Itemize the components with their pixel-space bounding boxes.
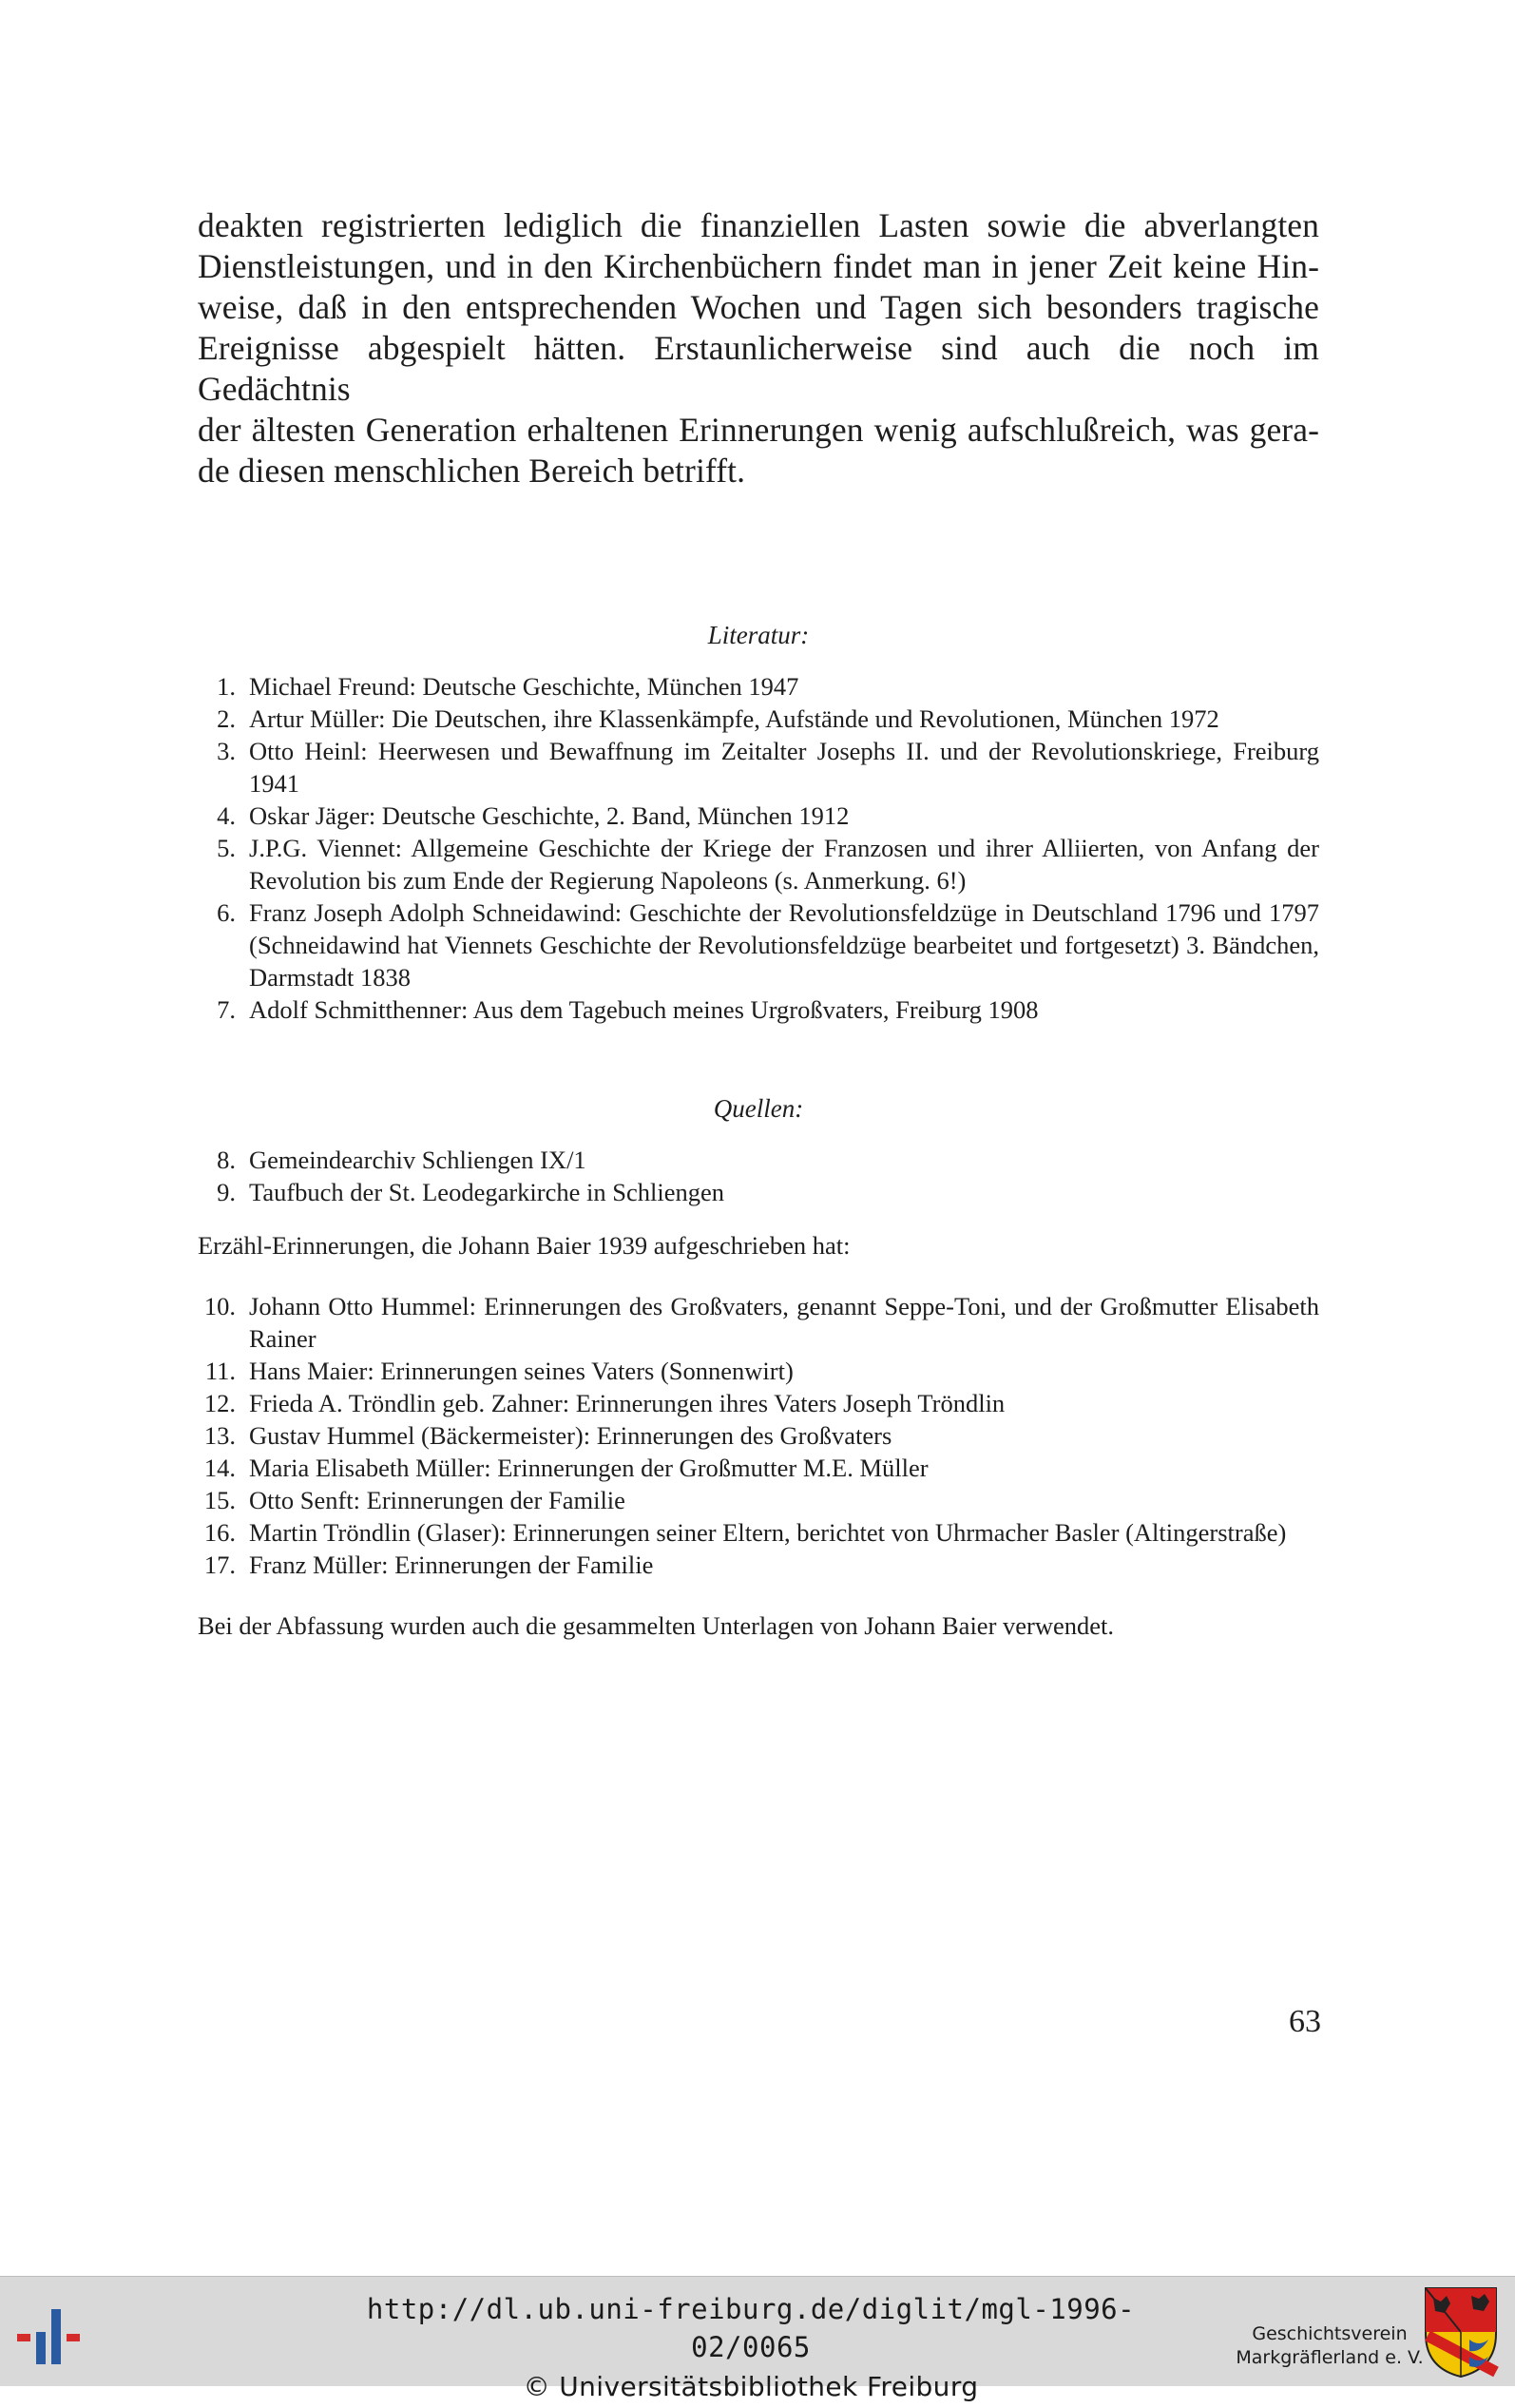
erinnerungen-item — [198, 1549, 1319, 1581]
erinnerungen-item — [198, 1516, 1319, 1549]
item-number: 13. — [203, 1421, 236, 1450]
item-text: Franz Müller: Erinnerungen der Familie — [249, 1551, 654, 1579]
body-line: Ereignisse abgespielt hätten. Erstaunlicherweise sind auch die noch im Gedächtnis — [198, 329, 1319, 408]
item-number: 14. — [203, 1454, 236, 1482]
quellen-item — [198, 1144, 1319, 1176]
item-number: 8. — [217, 1146, 236, 1174]
item-number: 3. — [217, 737, 236, 765]
society-name-line1: Geschichtsverein — [1252, 2323, 1408, 2344]
literatur-item — [198, 799, 1319, 832]
quellen-item — [198, 1176, 1319, 1208]
item-number: 15. — [203, 1486, 236, 1514]
literatur-item — [198, 832, 1319, 896]
erinnerungen-item — [198, 1484, 1319, 1516]
erinnerungen-item — [198, 1290, 1319, 1355]
item-text: Taufbuch der St. Leodegarkirche in Schliengen — [249, 1178, 724, 1206]
quellen-heading: Quellen: — [713, 1094, 804, 1123]
item-number: 6. — [217, 898, 236, 927]
item-text: Artur Müller: Die Deutschen, ihre Klassenkämpfe, Aufstände und Revolutionen, München 1972 — [249, 704, 1219, 733]
item-number: 17. — [203, 1551, 236, 1579]
item-number: 10. — [203, 1292, 236, 1320]
item-number: 1. — [217, 672, 236, 701]
item-text: Franz Joseph Adolph Schneidawind: Geschichte der Revolutionsfeldzüge in Deutschland 1796 und 1797 (Schneidawind hat Viennets Geschichte der Revolutionsfeldzüge bearbeitet und fortgesetzt) 3. Bändchen, Darmstadt 1838 — [249, 898, 1319, 992]
coat-of-arms-icon[interactable] — [1422, 2284, 1500, 2379]
literatur-item — [198, 703, 1319, 735]
item-text: Gemeindearchiv Schliengen IX/1 — [249, 1146, 586, 1174]
erinnerungen-list — [198, 1290, 1319, 1581]
footer-bar — [0, 2276, 1515, 2402]
society-name — [1220, 2322, 1439, 2370]
erinnerungen-item — [198, 1355, 1319, 1387]
item-number: 12. — [203, 1389, 236, 1417]
literatur-item — [198, 670, 1319, 703]
erinnerungen-item — [198, 1452, 1319, 1484]
item-number: 2. — [217, 704, 236, 733]
item-text: Gustav Hummel (Bäckermeister): Erinnerungen des Großvaters — [249, 1421, 892, 1450]
body-paragraph — [198, 205, 1319, 491]
closing-note: Bei der Abfassung wurden auch die gesammelten Unterlagen von Johann Baier verwendet. — [198, 1611, 1115, 1640]
item-text: Michael Freund: Deutsche Geschichte, München 1947 — [249, 672, 799, 701]
body-line: Dienstleistungen, und in den Kirchenbüchern findet man in jener Zeit keine Hin- — [198, 247, 1319, 285]
erinnerungen-item — [198, 1387, 1319, 1419]
literatur-item — [198, 735, 1319, 799]
item-text: Otto Heinl: Heerwesen und Bewaffnung im Zeitalter Josephs II. und der Revolutionskriege, Freiburg 1941 — [249, 737, 1319, 798]
body-line: de diesen menschlichen Bereich betrifft. — [198, 452, 746, 490]
literatur-item — [198, 896, 1319, 993]
body-line: weise, daß in den entsprechenden Wochen und Tagen sich besonders tragische — [198, 288, 1319, 326]
item-text: Oskar Jäger: Deutsche Geschichte, 2. Band, München 1912 — [249, 801, 850, 830]
body-line: deakten registrierten lediglich die finanziellen Lasten sowie die abverlangten — [198, 206, 1319, 244]
literatur-item — [198, 993, 1319, 1026]
item-text: Johann Otto Hummel: Erinnerungen des Großvaters, genannt Seppe-Toni, und der Großmutter Elisabeth Rainer — [249, 1292, 1319, 1353]
item-number: 5. — [217, 834, 236, 862]
item-number: 4. — [217, 801, 236, 830]
literatur-list — [198, 670, 1319, 1026]
item-number: 16. — [203, 1518, 236, 1547]
footer-url-link[interactable]: http://dl.ub.uni-freiburg.de/diglit/mgl-1996-02/0065 — [366, 2293, 1136, 2363]
body-line: der ältesten Generation erhaltenen Erinnerungen wenig aufschlußreich, was gera- — [198, 411, 1319, 449]
item-text: Adolf Schmitthenner: Aus dem Tagebuch meines Urgroßvaters, Freiburg 1908 — [249, 995, 1039, 1024]
erinnerungen-item — [198, 1419, 1319, 1452]
item-text: Frieda A. Tröndlin geb. Zahner: Erinnerungen ihres Vaters Joseph Tröndlin — [249, 1389, 1006, 1417]
item-text: Hans Maier: Erinnerungen seines Vaters (Sonnenwirt) — [249, 1357, 794, 1385]
item-text: Otto Senft: Erinnerungen der Familie — [249, 1486, 625, 1514]
item-text: Martin Tröndlin (Glaser): Erinnerungen seiner Eltern, berichtet von Uhrmacher Basler (Altingerstraße) — [249, 1518, 1287, 1547]
item-text: Maria Elisabeth Müller: Erinnerungen der Großmutter M.E. Müller — [249, 1454, 929, 1482]
item-text: J.P.G. Viennet: Allgemeine Geschichte der Kriege der Franzosen und ihrer Alliierten, von Anfang der Revolution bis zum Ende der Regierung Napoleons (s. Anmerkung. 6!) — [249, 834, 1319, 895]
item-number: 11. — [204, 1357, 236, 1385]
item-number: 9. — [217, 1178, 236, 1206]
page-content — [198, 205, 1319, 1642]
footer-center — [361, 2290, 1141, 2408]
quellen-list — [198, 1144, 1319, 1208]
footer-copyright: © Universitätsbibliothek Freiburg — [523, 2371, 979, 2402]
item-number: 7. — [217, 995, 236, 1024]
literatur-heading: Literatur: — [707, 621, 810, 649]
erinnerungen-intro: Erzähl-Erinnerungen, die Johann Baier 1939 aufgeschrieben hat: — [198, 1231, 851, 1260]
ub-freiburg-logo-icon[interactable] — [13, 2303, 99, 2370]
society-name-line2: Markgräflerland e. V. — [1236, 2347, 1424, 2368]
page-number: 63 — [1289, 2004, 1321, 2039]
